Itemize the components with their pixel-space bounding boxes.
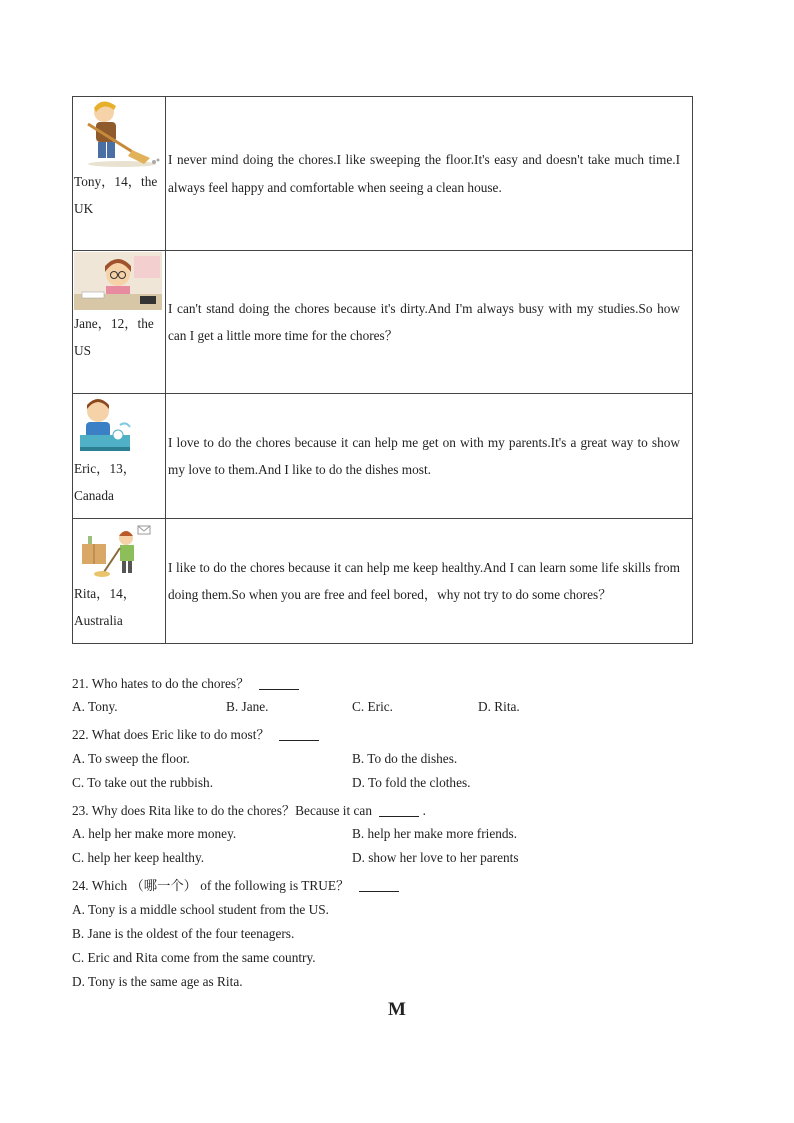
option-a[interactable]: A. help her make more money. — [72, 826, 237, 841]
question-24 — [72, 875, 399, 894]
girl-mopping-illustration — [74, 520, 162, 580]
option-c[interactable]: C. help her keep healthy. — [72, 850, 205, 865]
question-stem: 22. What does Eric like to do most？ — [72, 727, 270, 742]
option-b[interactable]: B. help her make more friends. — [352, 826, 518, 841]
question-22 — [72, 724, 319, 743]
person-cell — [73, 394, 166, 519]
option-c[interactable]: C. Eric. — [352, 699, 393, 714]
person-label: Eric，13，Canada — [74, 461, 137, 503]
option-c[interactable]: C. To take out the rubbish. — [72, 775, 214, 790]
girl-at-desk-illustration — [74, 252, 162, 310]
question-stem: 23. Why does Rita like to do the chores？Because it can — [72, 803, 372, 818]
option-c[interactable]: C. Eric and Rita come from the same country. — [72, 950, 316, 965]
description-cell: I can't stand doing the chores because it's dirty.And I'm always busy with my studies.So how can I get a little more time for the chores？ — [166, 251, 693, 394]
table-row — [73, 519, 693, 644]
question-21 — [72, 673, 299, 692]
person-label: Jane，12，the US — [74, 316, 154, 358]
option-b[interactable]: B. Jane. — [226, 699, 269, 714]
option-d[interactable]: D. Tony is the same age as Rita. — [72, 974, 243, 989]
person-cell — [73, 519, 166, 644]
question-stem-end: . — [422, 803, 426, 818]
option-d[interactable]: D. To fold the clothes. — [352, 775, 471, 790]
description-cell: I love to do the chores because it can help me get on with my parents.It's a great way to show my love to them.And I like to do the dishes most. — [166, 394, 693, 519]
chores-table — [72, 96, 693, 644]
question-stem: 24. Which （哪一个） of the following is TRUE？ — [72, 878, 350, 893]
answer-blank[interactable] — [379, 804, 419, 817]
answer-blank[interactable] — [279, 728, 319, 741]
person-label: Rita，14，Australia — [74, 586, 137, 628]
answer-blank[interactable] — [359, 879, 399, 892]
person-cell — [73, 251, 166, 394]
table-row — [73, 394, 693, 519]
option-a[interactable]: A. Tony. — [72, 699, 118, 714]
table-row — [73, 97, 693, 251]
option-d[interactable]: D. show her love to her parents — [352, 850, 519, 865]
option-a[interactable]: A. To sweep the floor. — [72, 751, 190, 766]
description-cell: I like to do the chores because it can help me keep healthy.And I can learn some life skills from doing them.So when you are free and feel bored，why not try to do some chores？ — [166, 519, 693, 644]
boy-washing-dishes-illustration — [74, 395, 162, 455]
table-row — [73, 251, 693, 394]
option-b[interactable]: B. To do the dishes. — [352, 751, 458, 766]
option-b[interactable]: B. Jane is the oldest of the four teenagers. — [72, 926, 295, 941]
person-label: Tony，14，the UK — [74, 174, 158, 216]
option-a[interactable]: A. Tony is a middle school student from the US. — [72, 902, 329, 917]
question-23 — [72, 800, 426, 819]
answer-blank[interactable] — [259, 677, 299, 690]
description-cell: I never mind doing the chores.I like sweeping the floor.It's easy and doesn't take much time.I always feel happy and comfortable when seeing a clean house. — [166, 97, 693, 251]
question-stem: 21. Who hates to do the chores？ — [72, 676, 250, 691]
boy-sweeping-illustration — [74, 98, 162, 168]
person-cell — [73, 97, 166, 251]
option-d[interactable]: D. Rita. — [478, 699, 520, 714]
section-letter: M — [388, 999, 406, 1020]
